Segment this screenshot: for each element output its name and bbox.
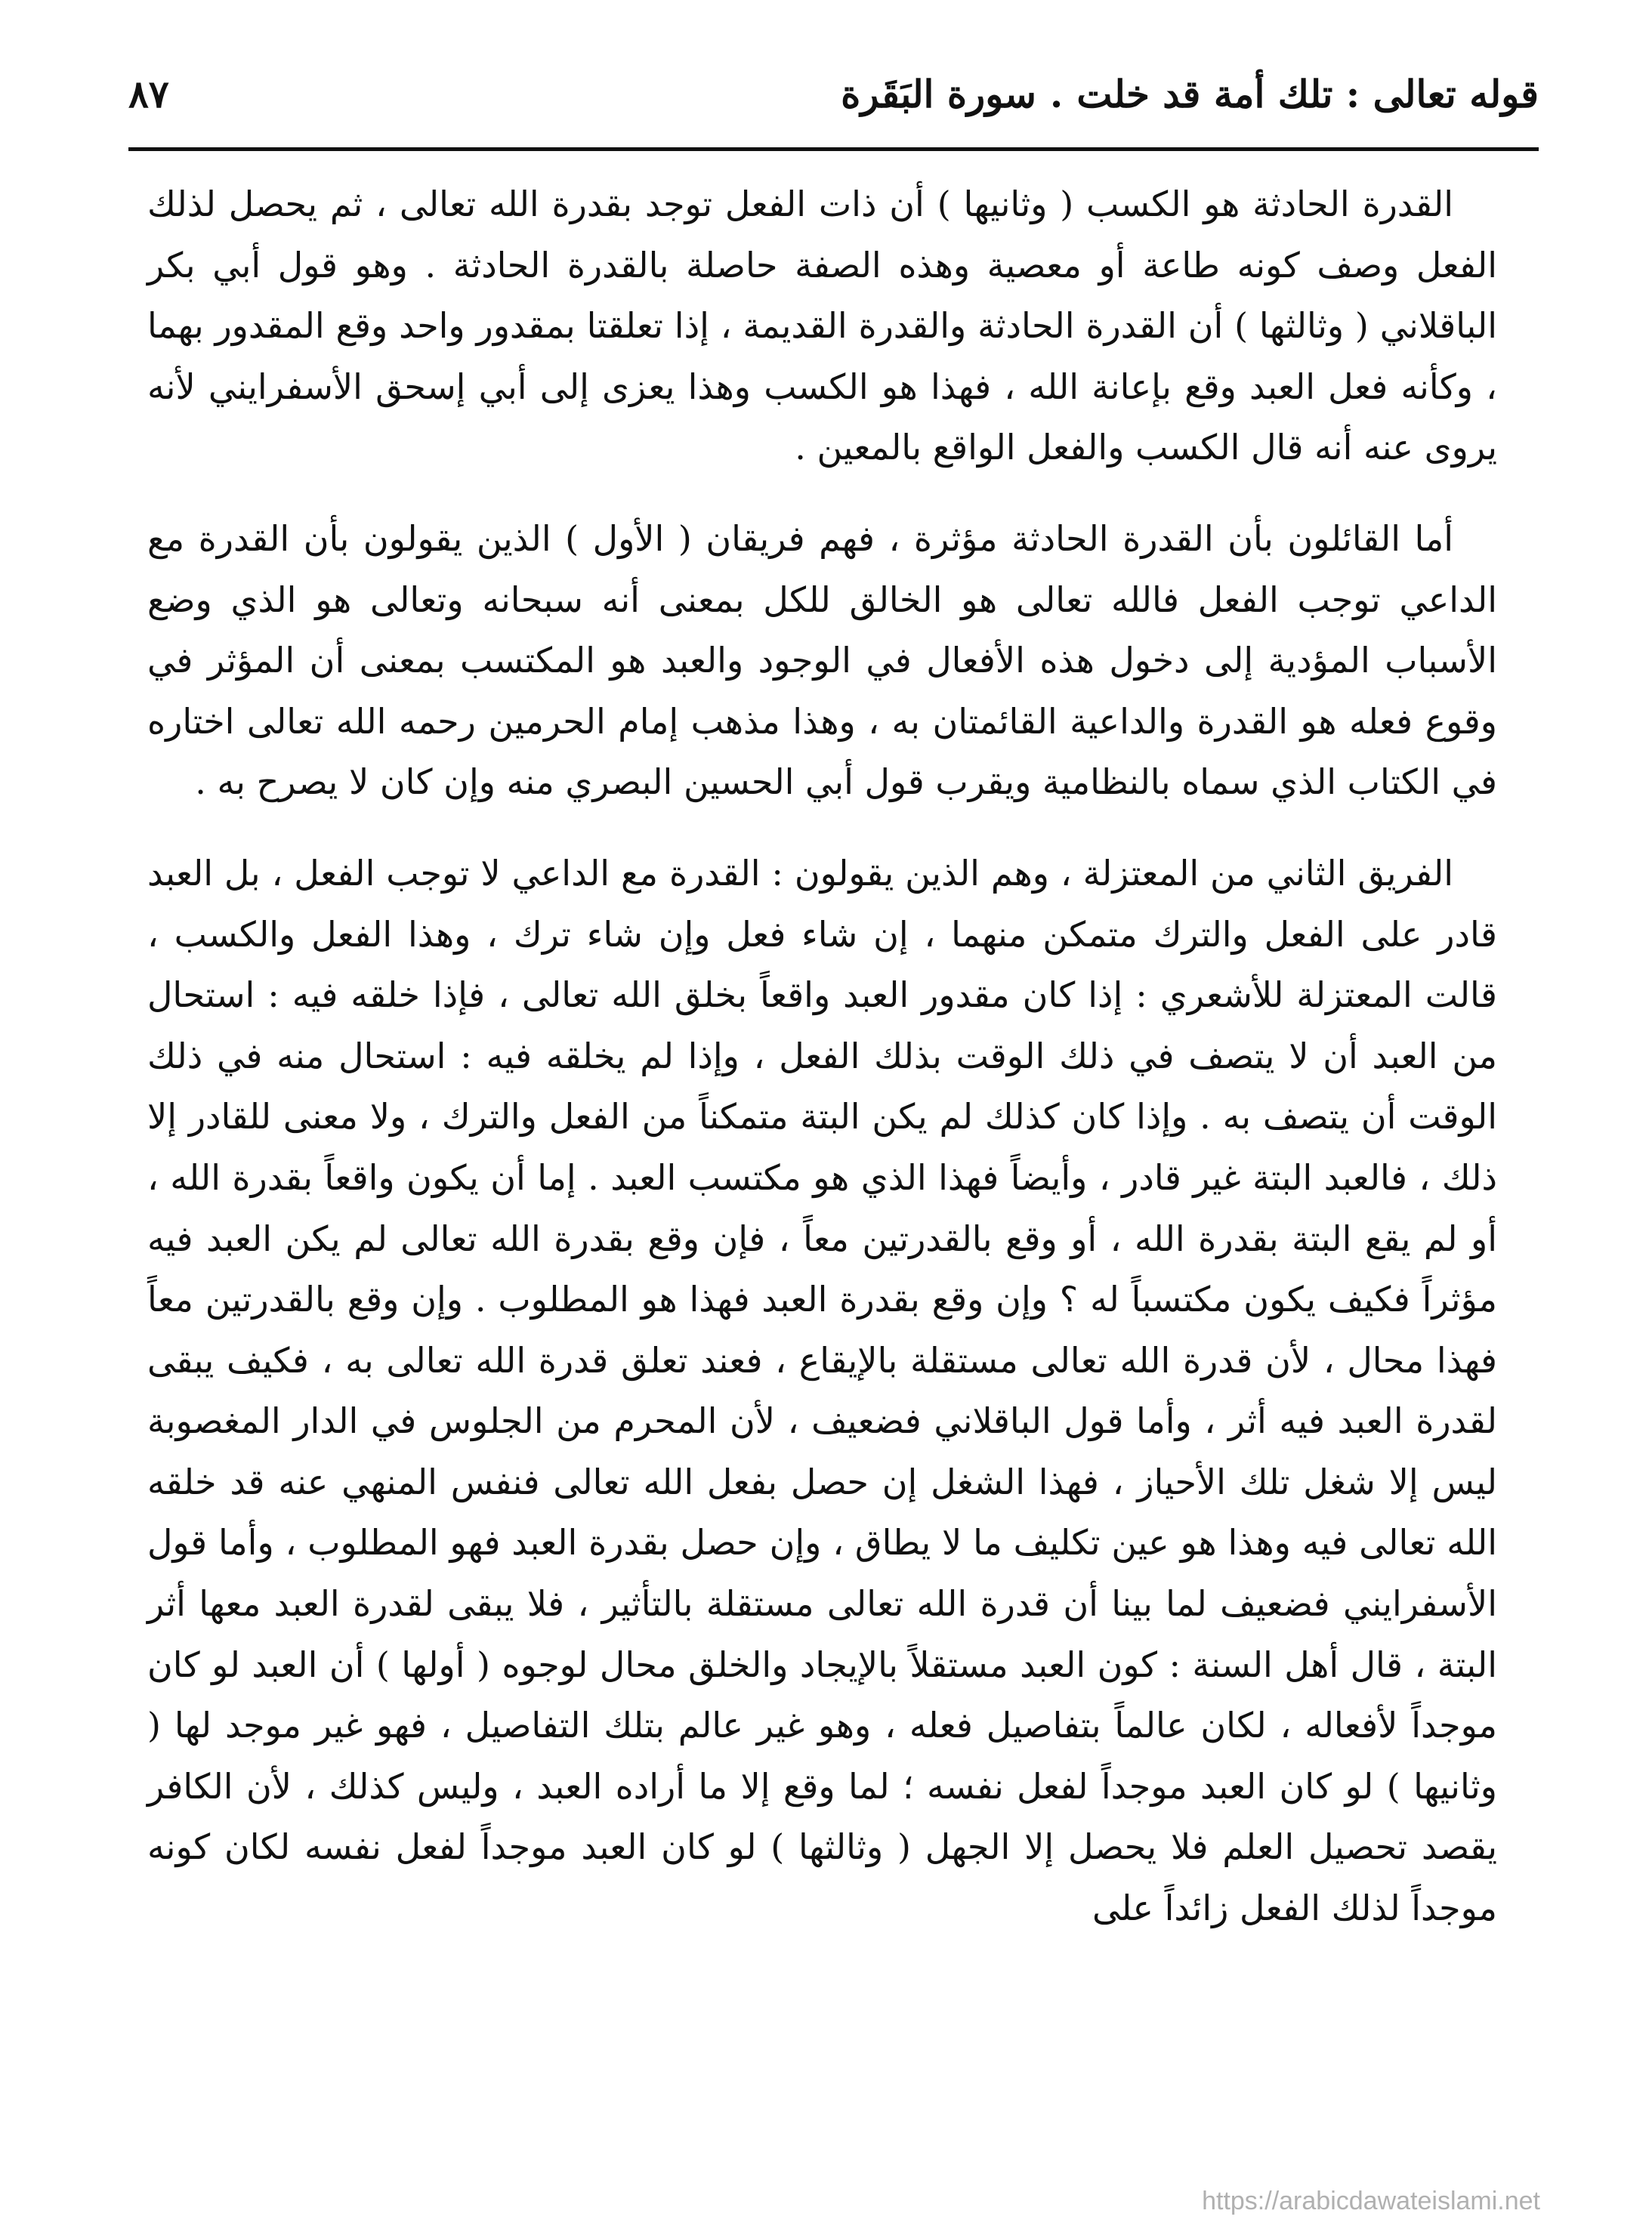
surah-name: سورة البَقَرة	[841, 72, 1036, 116]
header-separator: .	[1049, 72, 1064, 116]
header-divider	[128, 147, 1539, 151]
paragraph-2: أما القائلون بأن القدرة الحادثة مؤثرة ، فهم فريقان ( الأول ) الذين يقولون بأن القدرة مع الداعي توجب الفعل فالله تعالى هو الخالق للكل بمعنى أنه سبحانه وتعالى هو الذي وضع الأسباب المؤدية إلى دخول هذه الأفعال في الوجود والعبد هو المكتسب بمعنى أن المؤثر في وقوع فعله هو القدرة والداعية القائمتان به ، وهذا مذهب إمام الحرمين رحمه الله تعالى اختاره في الكتاب الذي سماه بالنظامية ويقرب قول أبي الحسين البصري منه وإن كان لا يصرح به .	[147, 517, 1497, 803]
paragraph-1: القدرة الحادثة هو الكسب ( وثانيها ) أن ذات الفعل توجد بقدرة الله تعالى ، ثم يحصل لذلك الفعل وصف كونه طاعة أو معصية وهذه الصفة حاصلة بالقدرة الحادثة . وهو قول أبي بكر الباقلاني ( وثالثها ) أن القدرة الحادثة والقدرة القديمة ، إذا تعلقتا بمقدور واحد وقع المقدور بهما ، وكأنه فعل العبد وقع بإعانة الله ، فهذا هو الكسب وهذا يعزى إلى أبي إسحق الأسفرايني لأنه يروى عنه أنه قال الكسب والفعل الواقع بالمعين .	[147, 184, 1497, 468]
paragraph-3: الفريق الثاني من المعتزلة ، وهم الذين يقولون : القدرة مع الداعي لا توجب الفعل ، بل العبد قادر على الفعل والترك متمكن منهما ، إن شاء فعل وإن شاء ترك ، وهذا الفعل والكسب ، قالت المعتزلة للأشعري : إذا كان مقدور العبد واقعاً بخلق الله تعالى ، فإذا خلقه فيه : استحال من العبد أن لا يتصف في ذلك الوقت بذلك الفعل ، وإذا لم يخلقه فيه : استحال منه في ذلك الوقت أن يتصف به . وإذا كان كذلك لم يكن البتة متمكناً من الفعل والترك ، ولا معنى للقادر إلا ذلك ، فالعبد البتة غير قادر ، وأيضاً فهذا الذي هو مكتسب العبد . إما أن يكون واقعاً بقدرة الله ، أو لم يقع البتة بقدرة الله ، أو وقع بالقدرتين معاً ، فإن وقع بقدرة الله تعالى لم يكن العبد فيه مؤثراً فكيف يكون مكتسباً له ؟ وإن وقع بقدرة العبد فهذا هو المطلوب . وإن وقع بالقدرتين معاً فهذا محال ، لأن قدرة الله تعالى مستقلة بالإيقاع ، فعند تعلق قدرة الله تعالى به ، فكيف يبقى لقدرة العبد فيه أثر ، وأما قول الباقلاني فضعيف ، لأن المحرم من الجلوس في الدار المغصوبة ليس إلا شغل تلك الأحياز ، فهذا الشغل إن حصل بفعل الله تعالى فنفس المنهي عنه قد خلقه الله تعالى فيه وهذا هو عين تكليف ما لا يطاق ، وإن حصل بقدرة العبد فهو المطلوب ، وأما قول الأسفرايني فضعيف لما بينا أن قدرة الله تعالى مستقلة بالتأثير ، فلا يبقى لقدرة العبد معها أثر البتة ، قال أهل السنة : كون العبد مستقلاً بالإيجاد والخلق محال لوجوه ( أولها ) أن العبد لو كان موجداً لأفعاله ، لكان عالماً بتفاصيل فعله ، وهو غير عالم بتلك التفاصيل ، فهو غير موجد لها ( وثانيها ) لو كان العبد موجداً لفعل نفسه ؛ لما وقع إلا ما أراده العبد ، وليس كذلك ، لأن الكافر يقصد تحصيل العلم فلا يحصل إلا الجهل ( وثالثها ) لو كان العبد موجداً لفعل نفسه لكان كونه موجداً لذلك الفعل زائداً على	[147, 852, 1498, 1929]
page-number: ٨٧	[128, 72, 169, 116]
source-watermark: https://arabicdawateislami.net	[1202, 2187, 1540, 2215]
running-title	[841, 72, 1539, 116]
page-header	[128, 72, 1539, 144]
page-body	[147, 174, 1497, 1939]
running-title-text: قوله تعالى : تلك أمة قد خلت	[1076, 72, 1539, 116]
